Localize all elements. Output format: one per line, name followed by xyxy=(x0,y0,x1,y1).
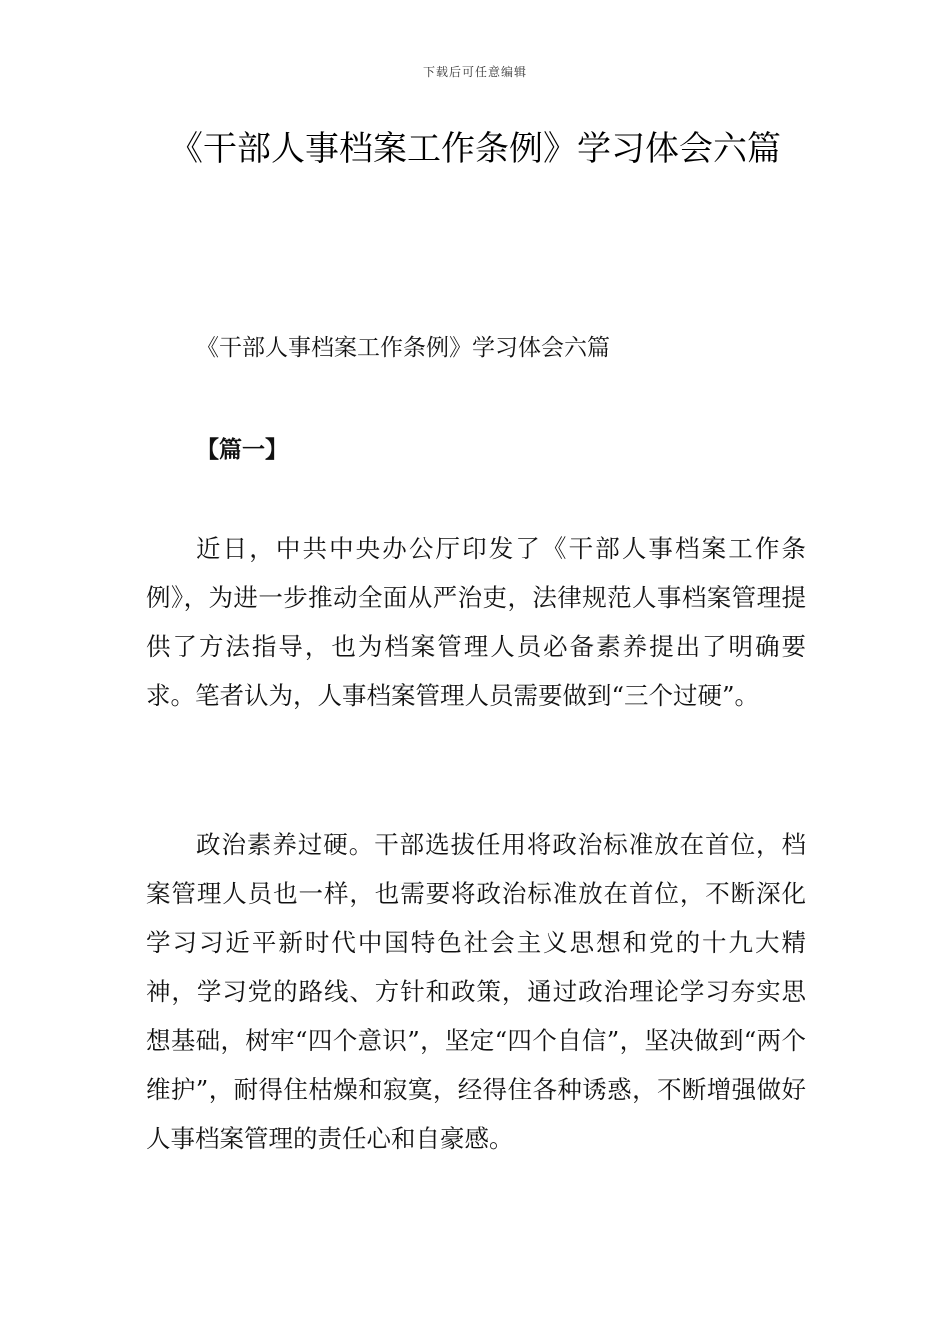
paragraph-political-quality: 政治素养过硬。干部选拔任用将政治标准放在首位，档案管理人员也一样，也需要将政治标准放在首位，不断深化学习习近平新时代中国特色社会主义思想和党的十九大精神，学习党的路线、方针和政策，通过政治理论学习夯实思想基础，树牢“四个意识”，坚定“四个自信”，坚决做到“两个维护”，耐得住枯燥和寂寞，经得住各种诱惑，不断增强做好人事档案管理的责任心和自豪感。 xyxy=(146,830,806,1153)
document-subtitle: 《干部人事档案工作条例》学习体会六篇 xyxy=(196,335,610,361)
document-title: 《干部人事档案工作条例》学习体会六篇 xyxy=(169,129,781,169)
header-note: 下载后可任意编辑 xyxy=(422,65,527,79)
paragraph-intro: 近日，中共中央办公厅印发了《干部人事档案工作条例》，为进一步推动全面从严治吏，法律规范人事档案管理提供了方法指导，也为档案管理人员必备素养提出了明确要求。笔者认为，人事档案管理人员需要做到“三个过硬”。 xyxy=(146,534,806,710)
section-label: 【篇一】 xyxy=(196,436,288,463)
